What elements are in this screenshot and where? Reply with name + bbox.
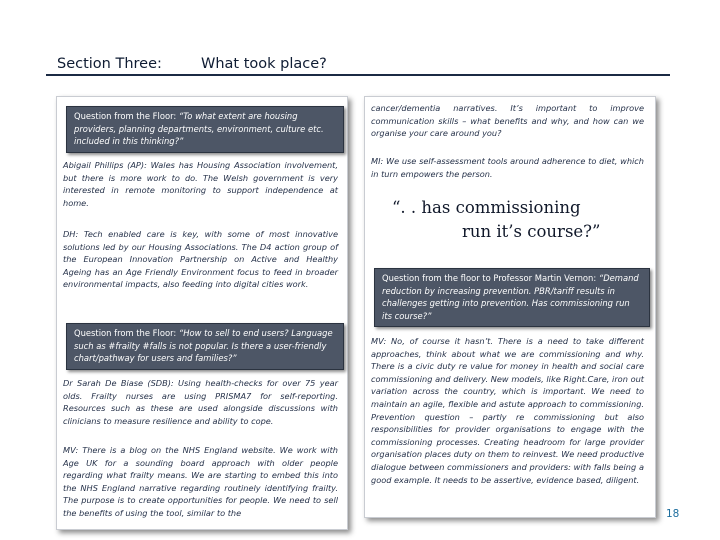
answer-sdb: [63, 377, 338, 427]
section-label: Section Three:: [57, 56, 162, 72]
question-text: “To what extent are housing providers, planning departments, environment, culture etc. included in this thinking?”: [74, 111, 324, 147]
answer-text: : We use self-assessment tools around adherence to diet, which in turn empowers the person.: [371, 156, 644, 179]
answer-ap: [63, 159, 338, 209]
question-text: “Demand reduction by increasing prevention. PBR/tariff results in challenges getting into prevention. Has commissioning run its course?”: [382, 273, 639, 321]
section-title: What took place?: [201, 56, 327, 72]
speaker-name: MV: [63, 445, 76, 455]
answer-mv-left: [63, 444, 338, 520]
speaker-name: Abigail Phillips (AP): [63, 160, 145, 170]
question-prefix: Question from the Floor:: [74, 111, 179, 121]
floor-question-commissioning: [374, 268, 650, 327]
pull-quote-line-2: run it’s course?”: [462, 222, 601, 241]
speaker-name: MV: [371, 336, 384, 346]
floor-question-end-users: [66, 323, 344, 370]
pull-quote-line-1: “. . has commissioning: [392, 198, 581, 217]
speaker-name: DH: [63, 229, 76, 239]
answer-text: : Tech enabled care is key, with some of most innovative solutions led by our Housing Associations. The D4 action group of the European Innovation Partnership on Active and Healthy Ageing has an Age Friendly Environment focus to feed in broader environmental impacts, also feeding into digital cities work.: [63, 229, 338, 290]
continued-paragraph: cancer/dementia narratives. It’s important to improve communication skills – what benefits and why, and how can we organise your care around you?: [371, 103, 644, 139]
question-prefix: Question from the Floor:: [74, 328, 179, 338]
question-text: “How to sell to end users? Language such as #frailty #falls is not popular. Is there a user-friendly chart/pathway for users and families?”: [74, 328, 333, 364]
answer-text: : There is a blog on the NHS England website. We work with Age UK for a sounding board approach with older people regarding what frailty means. We are starting to embed this into the NHS England narrative regarding routinely identifying frailty. The purpose is to create opportunities for people. We need to sell the benefits of using the tool, similar to the: [63, 445, 338, 518]
question-prefix: Question from the floor to Professor Martin Vernon:: [382, 273, 599, 283]
answer-mi: [371, 155, 644, 180]
floor-question-housing: [66, 106, 344, 153]
answer-text: : Using health-checks for over 75 year olds. Frailty nurses are using PRISMA7 for self-reporting. Resources such as these are used alongside discussions with clinicians to measure resilience and ability to cope.: [63, 378, 338, 426]
title-divider: [46, 74, 670, 76]
answer-text: : Wales has Housing Association involvement, but there is more work to do. The Welsh government is very interested in remote monitoring to support independence at home.: [63, 160, 338, 208]
answer-dh: [63, 228, 338, 291]
page-number: 18: [666, 508, 680, 520]
speaker-name: MI: [371, 156, 381, 166]
answer-mv-right: [371, 335, 644, 486]
speaker-name: Dr Sarah De Biase (SDB): [63, 378, 171, 388]
answer-text: : No, of course it hasn’t. There is a need to take different approaches, think about what we are commissioning and why. There is a civic duty re value for money in health and social care commissioning and delivery. New models, like Right.Care, iron out variation across the country, which is important. We need to maintain an agile, flexible and astute approach to commissioning. Prevention question – partly re commissioning but also responsibilities for provider organisations to engage with the commissioning processes. Creating headroom for large provider organisation places duty on them to reinvest. We need productive dialogue between commissioners and providers: with falls being a good example. It needs to be assertive, evidence based, diligent.: [371, 336, 644, 485]
